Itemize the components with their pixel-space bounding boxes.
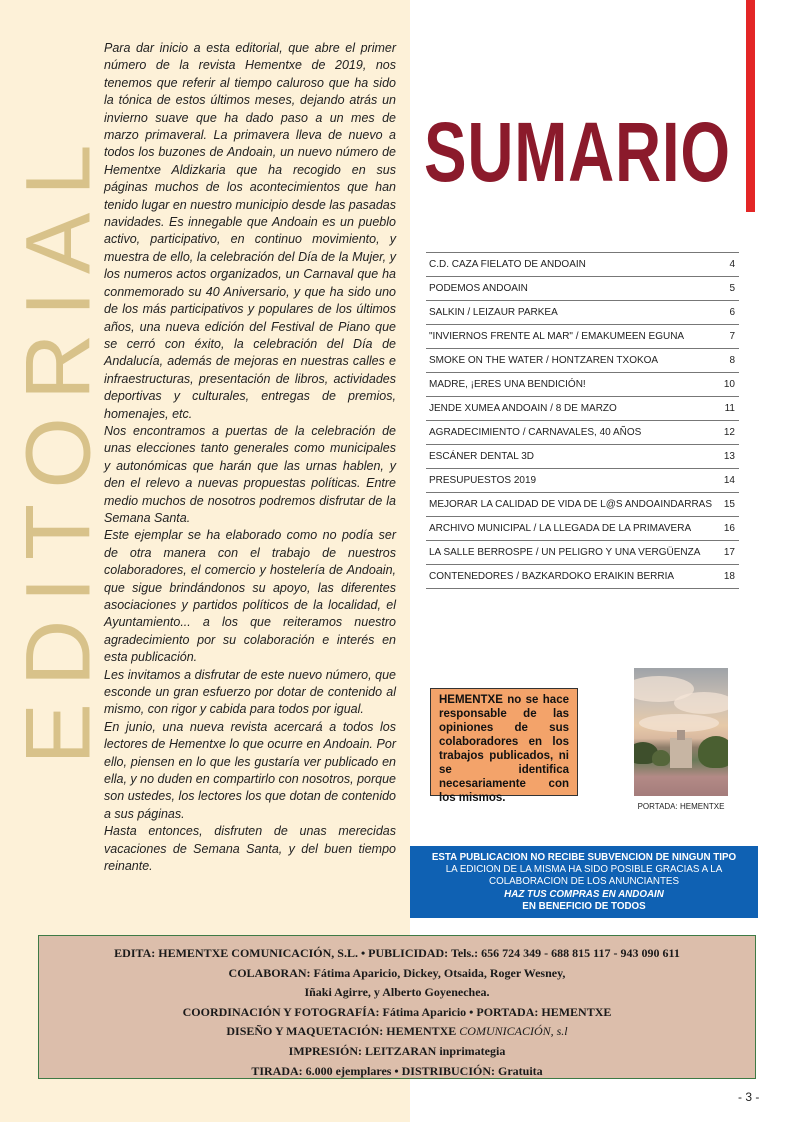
credits-colaboran: Iñaki Agirre, y Alberto Goyenechea. [304,985,490,1000]
toc-row[interactable] [426,253,739,277]
credits-diseno-main: DISEÑO Y MAQUETACIÓN: HEMENTXE [226,1024,457,1039]
toc-label: SALKIN / LEIZAUR PARKEA [429,307,558,318]
toc-row[interactable] [426,469,739,493]
toc-page: 7 [729,331,735,342]
toc-row[interactable] [426,517,739,541]
editorial-paragraph: Hasta entonces, disfruten de unas merecidas vacaciones de Semana Santa, y del buen tiempo reinante. [104,824,396,874]
toc-page: 6 [729,307,735,318]
toc-row[interactable] [426,541,739,565]
toc-page: 17 [723,547,735,558]
subsidy-notice [410,846,758,918]
toc-page: 4 [729,259,735,270]
credits-tirada: TIRADA: 6.000 ejemplares • DISTRIBUCIÓN: Gratuita [251,1063,543,1078]
toc-label: PODEMOS ANDOAIN [429,283,528,294]
credits-coordinacion: COORDINACIÓN Y FOTOGRAFÍA: Fátima Aparicio • PORTADA: HEMENTXE [182,1004,612,1019]
editorial-paragraph: Para dar inicio a esta editorial, que abre el primer número de la revista Hementxe de 2019, nos tenemos que referir al tiempo caluroso que ha sido la tónica de estos últimos meses, dejando atrás un invierno suave que ha dado paso a un mes de marzo primaveral. La primavera lleva de nuevo a todos los buzones de Andoain, un nuevo número de Hementxe Aldizkaria que ha recogido en sus páginas muchos de los acontecimientos que han tenido lugar en nuestro municipio desde las pasadas navidades. Es innegable que Andoain es un pueblo activo, participativo, en continuo movimiento, y muestra de ello, la celebración del Día de la Mujer, y los numeros actos organizados, un Carnaval que ha conmemorado su 40 Aniversario, y que ha sido uno de los más participativos y populares de los últimos años, una nueva edición del Festival de Piano que se cerró con éxito, la celebración del Día de Andalucía, además de mejoras en nuestras calles e infraestructuras, presentación de libros, actividades deportivas y culturales, entregas de premios, homenajes, etc. [104,41,396,421]
credits-colaboran: COLABORAN: Fátima Aparicio, Dickey, Otsaida, Roger Wesney, [228,965,566,980]
toc-row[interactable] [426,301,739,325]
toc-row[interactable] [426,565,739,589]
toc-page: 8 [729,355,735,366]
cover-photo [634,668,728,796]
editorial-paragraph: En junio, una nueva revista acercará a todos los lectores de Hementxe lo que ocurre en Andoain. Por ello, piensen en lo que les gustaría ver publicado en ella, y no duden en compartirlo con nosotros, porque son ustedes, los lectores los que dotan de contenido a sus páginas. [104,719,396,821]
sumario-title: SUMARIO [424,105,731,199]
toc-label: "INVIERNOS FRENTE AL MAR" / EMAKUMEEN EGUNA [429,331,685,342]
notice-line: ESTA PUBLICACION NO RECIBE SUBVENCION DE NINGUN TIPO [431,852,737,863]
editorial-body [104,40,396,876]
notice-line: EN BENEFICIO DE TODOS [522,900,646,912]
toc-row[interactable] [426,421,739,445]
toc-page: 5 [729,283,735,294]
toc-label: AGRADECIMIENTO / CARNAVALES, 40 AÑOS [429,427,642,438]
credits-box [38,935,756,1079]
toc-page: 18 [723,571,735,582]
toc-label: MADRE, ¡ERES UNA BENDICIÓN! [429,379,586,390]
toc-page: 12 [723,427,735,438]
toc-page: 15 [723,499,735,510]
toc-label: PRESUPUESTOS 2019 [429,475,537,486]
notice-line: LA EDICION DE LA MISMA HA SIDO POSIBLE GRACIAS A LA COLABORACION DE LOS ANUNCIANTES [445,864,723,888]
toc-row[interactable] [426,325,739,349]
credits-edita: EDITA: HEMENTXE COMUNICACIÓN, S.L. • PUBLICIDAD: Tels.: 656 724 349 - 688 815 117 - 943 090 611 [114,946,680,960]
toc-row[interactable] [426,493,739,517]
editorial-paragraph: Este ejemplar se ha elaborado como no podía ser de otra manera con el trabajo de nuestros colaboradores, el comercio y hostelería de Andoain, que sigue brindándonos su apoyo, las diferentes asociaciones y partidos políticos de la localidad, el Ayuntamiento... a los que reiteramos nuestro agradecimiento por su colaboración e interés en esta publicación. [104,528,396,665]
toc-page: 13 [723,451,735,462]
disclaimer-box: HEMENTXE no se hace responsable de las opiniones de sus colaboradores en los trabajos publicados, ni se identifica necesariamente con los mismos. [430,688,578,796]
toc-label: C.D. CAZA FIELATO DE ANDOAIN [429,259,586,270]
toc-row[interactable] [426,349,739,373]
toc-row[interactable] [426,397,739,421]
toc-page: 14 [723,475,735,486]
toc-label: ESCÁNER DENTAL 3D [429,451,535,462]
table-of-contents [426,252,739,589]
editorial-vertical-title [7,36,109,856]
toc-row[interactable] [426,277,739,301]
editorial-paragraph: Nos encontramos a puertas de la celebración de unas elecciones tanto generales como municipales y autonómicas que harán que las urnas hablen, y den el relevo a nuevas propuestas políticas. Entre medio muchos de nosotros podremos disfrutar de la Semana Santa. [104,423,396,525]
toc-label: LA SALLE BERROSPE / UN PELIGRO Y UNA VERGÜENZA [429,547,701,558]
toc-page: 10 [723,379,735,390]
credits-impresion: IMPRESIÓN: LEITZARAN inprimategia [288,1043,506,1058]
credits-diseno-italic: COMUNICACIÓN, s.l [459,1024,568,1039]
toc-row[interactable] [426,445,739,469]
page-number: - 3 - [738,1090,760,1104]
credits-diseno [39,1022,755,1042]
editorial-title-text: EDITORIAL [7,127,109,765]
accent-bar [746,0,755,212]
toc-row[interactable] [426,373,739,397]
editorial-paragraph: Les invitamos a disfrutar de este nuevo número, que esconde un gran esfuerzo por dotar de contenido al mismo, con rigor y cabida para todos por igual. [104,667,396,717]
toc-label: MEJORAR LA CALIDAD DE VIDA DE L@S ANDOAINDARRAS [429,499,713,510]
toc-page: 16 [723,523,735,534]
toc-label: JENDE XUMEA ANDOAIN / 8 DE MARZO [429,403,617,414]
cover-caption: PORTADA: HEMENTXE [637,802,725,811]
notice-line: HAZ TUS COMPRAS EN ANDOAIN [504,888,664,900]
toc-label: SMOKE ON THE WATER / HONTZAREN TXOKOA [429,355,659,366]
toc-page: 11 [724,403,735,414]
toc-label: ARCHIVO MUNICIPAL / LA LLEGADA DE LA PRIMAVERA [429,523,692,534]
toc-label: CONTENEDORES / BAZKARDOKO ERAIKIN BERRIA [429,571,675,582]
